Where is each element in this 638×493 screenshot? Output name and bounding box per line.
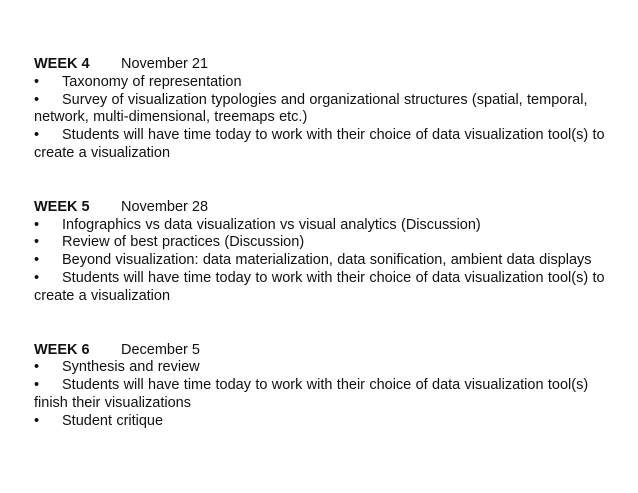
bullet: •: [34, 234, 40, 251]
list-item: [34, 270, 626, 306]
list-item: [34, 92, 626, 128]
bullet: •: [34, 73, 40, 90]
week-header: [34, 56, 626, 74]
week-label: WEEK 5: [34, 198, 90, 215]
week-date: November 28: [121, 198, 209, 215]
week-5-section: [34, 199, 626, 306]
list-item-text: Synthesis and review: [62, 359, 200, 376]
bullet: •: [34, 252, 40, 269]
bullet: •: [34, 412, 40, 429]
list-item-text: Beyond visualization: data materialization, data sonification, ambient data displays: [62, 252, 592, 269]
list-item-text: Students will have time today to work with their choice of data visualization tool(s) finish their visualizations: [34, 377, 589, 411]
week-label: WEEK 6: [34, 341, 90, 358]
list-item-text: Survey of visualization typologies and organizational structures (spatial, temporal, network, multi-dimensional, treemaps etc.): [34, 91, 588, 126]
bullet: •: [34, 359, 40, 376]
list-item-text: Students will have time today to work with their choice of data visualization tool(s) to create a visualization: [34, 127, 605, 161]
list-item: [34, 377, 626, 413]
list-item: [34, 234, 626, 252]
week-label: WEEK 4: [34, 56, 90, 72]
list-item: [34, 413, 626, 431]
bullet: •: [34, 377, 40, 394]
bullet: •: [34, 269, 40, 286]
list-item: [34, 217, 626, 235]
list-item-text: Review of best practices (Discussion): [62, 234, 305, 251]
list-item: [34, 74, 626, 92]
week-date: November 21: [121, 56, 209, 72]
week-6-section: [34, 342, 626, 431]
list-item-text: Infographics vs data visualization vs visual analytics (Discussion): [62, 216, 481, 233]
bullet: •: [34, 91, 40, 108]
list-item-text: Student critique: [62, 412, 164, 429]
bullet: •: [34, 127, 40, 144]
week-header: [34, 199, 626, 217]
bullet: •: [34, 216, 40, 233]
syllabus-document: [34, 56, 626, 431]
list-item: [34, 359, 626, 377]
list-item-text: Taxonomy of representation: [62, 73, 242, 90]
week-header: [34, 342, 626, 360]
list-item-text: Students will have time today to work with their choice of data visualization tool(s) to create a visualization: [34, 269, 605, 304]
topic-list: [34, 74, 626, 163]
week-4-section: [34, 56, 626, 163]
week-date: December 5: [121, 341, 200, 358]
topic-list: [34, 359, 626, 430]
list-item: [34, 127, 626, 163]
list-item: [34, 252, 626, 270]
topic-list: [34, 217, 626, 306]
